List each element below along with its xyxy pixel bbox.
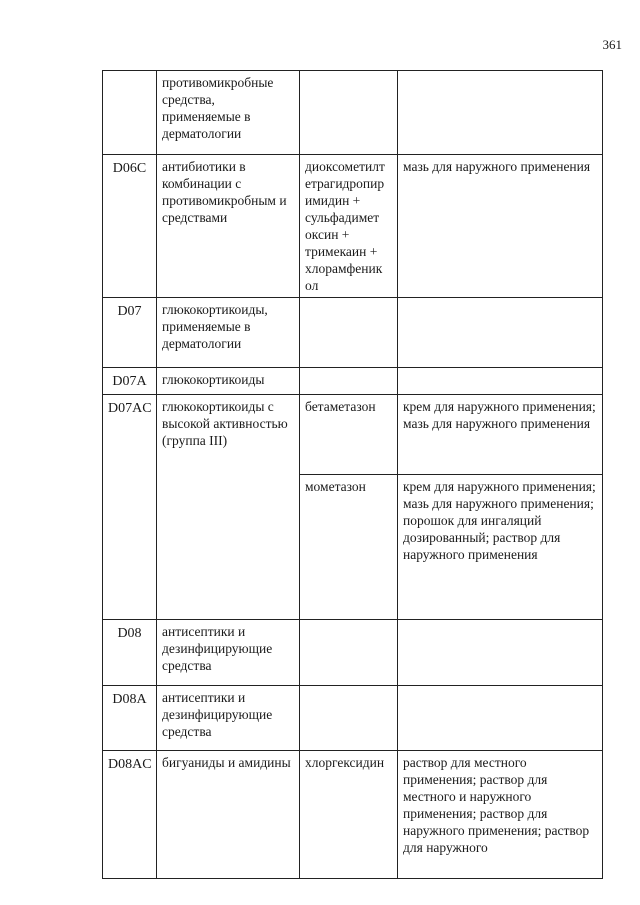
dosage-form-cell: [398, 71, 603, 155]
drug-name-cell: бетаметазон: [300, 395, 398, 475]
dosage-form-cell: [398, 368, 603, 395]
group-name-cell: антисептики и дезинфицирующие средства: [157, 620, 300, 686]
table-row: [103, 751, 603, 879]
group-name-cell: глюкокортикоиды, применяемые в дерматологии: [157, 298, 300, 368]
atc-code-cell: D08: [103, 620, 157, 686]
atc-code-cell: D08AC: [103, 751, 157, 879]
drug-name-cell: диоксометилт етрагидропир имидин + сульфадимет оксин + тримекаин + хлорамфеник ол: [300, 155, 398, 298]
dosage-form-cell: раствор для местного применения; раствор для местного и наружного применения; раствор для наружного применения; раствор для наружного: [398, 751, 603, 879]
drug-name-cell: [300, 368, 398, 395]
group-name-cell: антисептики и дезинфицирующие средства: [157, 686, 300, 751]
drug-name-cell: [300, 298, 398, 368]
drug-name-cell: [300, 71, 398, 155]
table-row: [103, 368, 603, 395]
drug-name-cell: [300, 620, 398, 686]
atc-code-cell: [103, 71, 157, 155]
dosage-form-cell: мазь для наружного применения: [398, 155, 603, 298]
dosage-form-cell: [398, 298, 603, 368]
table-row: [103, 686, 603, 751]
group-name-cell: глюкокортикоиды с высокой активностью (группа III): [157, 395, 300, 620]
table-row: [103, 298, 603, 368]
drug-name-cell: мометазон: [300, 475, 398, 620]
table-row: [103, 155, 603, 298]
table-row: [103, 71, 603, 155]
dosage-form-cell: [398, 620, 603, 686]
drug-name-cell: хлоргексидин: [300, 751, 398, 879]
group-name-cell: противомикробные средства, применяемые в дерматологии: [157, 71, 300, 155]
group-name-cell: бигуаниды и амидины: [157, 751, 300, 879]
table-row: [103, 620, 603, 686]
table-row: [103, 395, 603, 475]
group-name-cell: глюкокортикоиды: [157, 368, 300, 395]
drug-name-cell: [300, 686, 398, 751]
atc-code-cell: D07: [103, 298, 157, 368]
group-name-cell: антибиотики в комбинации с противомикробным и средствами: [157, 155, 300, 298]
page-number: 361: [602, 37, 622, 52]
dosage-form-cell: крем для наружного применения; мазь для наружного применения: [398, 395, 603, 475]
atc-code-cell: D07A: [103, 368, 157, 395]
dosage-form-cell: крем для наружного применения; мазь для наружного применения; порошок для ингаляций дозированный; раствор для наружного применения: [398, 475, 603, 620]
dosage-form-cell: [398, 686, 603, 751]
atc-code-cell: D08A: [103, 686, 157, 751]
drug-classification-table: [102, 70, 603, 879]
atc-code-cell: D07AC: [103, 395, 157, 620]
atc-code-cell: D06C: [103, 155, 157, 298]
